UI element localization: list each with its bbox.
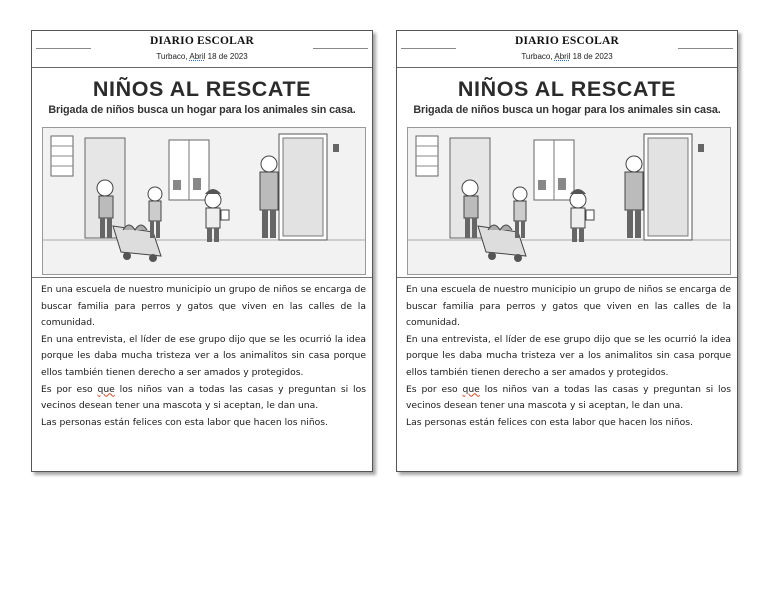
date-month: Abril (554, 52, 571, 61)
date-rest: 18 de 2023 (207, 52, 248, 61)
date-rest: 18 de 2023 (572, 52, 613, 61)
headline: NIÑOS AL RESCATE (92, 77, 312, 101)
article-paragraph: En una entrevista, el líder de ese grupo dijo que se les ocurrió la idea porque les daba mucha tristeza ver a los animalitos sin casa porque ellos también tienen derecho a ser amados y protegidos. (406, 333, 731, 378)
newspaper-header (32, 31, 372, 68)
article-paragraph: En una escuela de nuestro municipio un grupo de niños se encarga de buscar familia para perros y gatos que viven en las calles de la comunidad. (41, 284, 366, 329)
headline: NIÑOS AL RESCATE (457, 77, 677, 101)
article-paragraph: En una escuela de nuestro municipio un grupo de niños se encarga de buscar familia para perros y gatos que viven en las calles de la comunidad. (406, 284, 731, 329)
newspaper-name: DIARIO ESCOLAR (514, 35, 620, 47)
header-rule-right (678, 48, 733, 49)
spellcheck-word: que (462, 383, 480, 395)
date-month: Abril (189, 52, 206, 61)
article-divider (32, 277, 372, 278)
news-card-right (396, 30, 738, 472)
article-paragraph: En una entrevista, el líder de ese grupo dijo que se les ocurrió la idea porque les daba mucha tristeza ver a los animalitos sin casa porque ellos también tienen derecho a ser amados y protegidos. (41, 333, 366, 378)
illustration-drawing (43, 128, 365, 274)
article-body (41, 282, 366, 431)
article-paragraph: Las personas están felices con esta labor que hacen los niños. (41, 416, 328, 428)
newspaper-name: DIARIO ESCOLAR (149, 35, 255, 47)
header-rule-right (313, 48, 368, 49)
children-rescuing-animals-illustration (42, 127, 366, 275)
article-body (406, 282, 731, 431)
news-card-left (31, 30, 373, 472)
date-city: Turbaco, (521, 52, 553, 61)
header-rule-left (401, 48, 456, 49)
paragraph-start: Es por eso (406, 383, 458, 395)
illustration-drawing (408, 128, 730, 274)
newspaper-date (397, 52, 737, 61)
newspaper-header (397, 31, 737, 68)
date-city: Turbaco, (156, 52, 188, 61)
paragraph-end: los niños van a todas las casas y preguntan si los vecinos desean tener una mascota y si aceptan, le dan una. (41, 383, 367, 412)
subheadline: Brigada de niños busca un hogar para los animales sin casa. (413, 104, 721, 116)
subheadline: Brigada de niños busca un hogar para los animales sin casa. (48, 104, 356, 116)
article-paragraph: Las personas están felices con esta labor que hacen los niños. (406, 416, 693, 428)
header-rule-left (36, 48, 91, 49)
article-paragraph (41, 382, 366, 415)
article-divider (397, 277, 737, 278)
paragraph-end: los niños van a todas las casas y preguntan si los vecinos desean tener una mascota y si aceptan, le dan una. (406, 383, 732, 412)
children-rescuing-animals-illustration (407, 127, 731, 275)
spellcheck-word: que (97, 383, 115, 395)
paragraph-start: Es por eso (41, 383, 93, 395)
article-paragraph (406, 382, 731, 415)
newspaper-date (32, 52, 372, 61)
